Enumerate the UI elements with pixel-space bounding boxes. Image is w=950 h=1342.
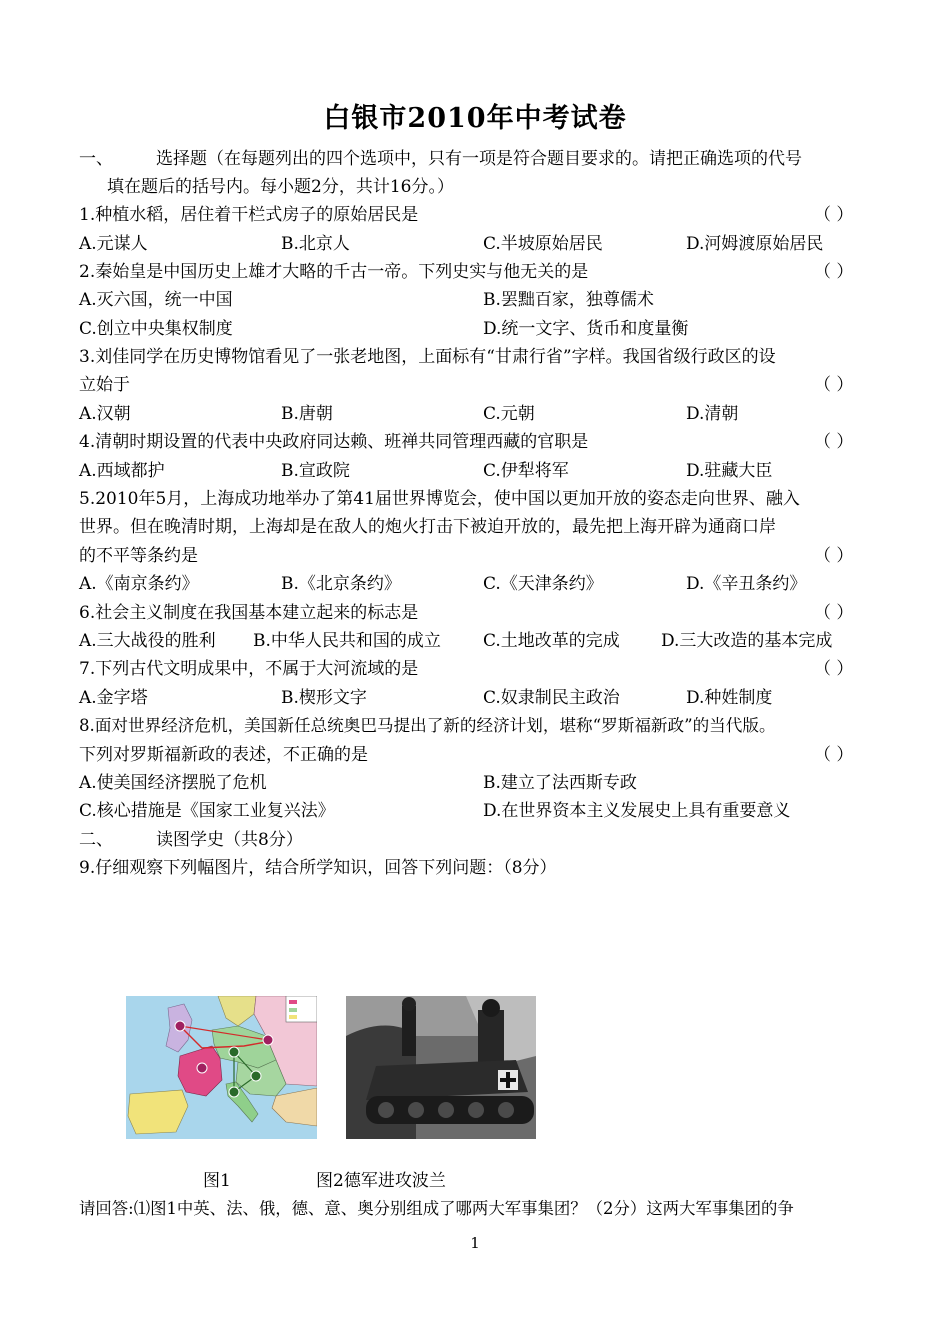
section2-number: 二、 [79,830,113,850]
q8-option-a: A.使美国经济摆脱了危机 [79,773,267,793]
q1-option-c: C.半坡原始居民 [483,234,603,254]
q4-answer-paren: （ ） [814,432,854,452]
q3-option-c: C.元朝 [483,404,535,424]
q1-option-d: D.河姆渡原始居民 [686,234,824,254]
q9-stem: 9.仔细观察下列幅图片，结合所学知识，回答下列问题：（8分） [79,858,557,878]
q3-option-d: D.清朝 [686,404,739,424]
q6-option-d: D.三大改造的基本完成 [661,631,833,651]
q5-option-c: C.《天津条约》 [483,574,603,594]
q5-stem-cont2: 的不平等条约是 [79,546,198,566]
q7-option-a: A.金字塔 [79,688,148,708]
q7-option-d: D.种姓制度 [686,688,773,708]
q2-option-c: C.创立中央集权制度 [79,319,233,339]
exam-title: 白银市2010年中考试卷 [323,103,627,134]
q8-option-c: C.核心措施是《国家工业复兴法》 [79,801,335,821]
figure1-europe-alliance-map [126,996,317,1139]
q5-stem-cont: 世界。但在晚清时期，上海却是在敌人的炮火打击下被迫开放的，最先把上海开辟为通商口岸 [79,517,776,537]
q7-stem: 7.下列古代文明成果中，不属于大河流域的是 [79,659,419,679]
q8-stem-cont: 下列对罗斯福新政的表述，不正确的是 [79,745,368,765]
q4-option-b: B.宣政院 [281,461,350,481]
q6-stem: 6.社会主义制度在我国基本建立起来的标志是 [79,603,419,623]
figure2-caption: 图2德军进攻波兰 [316,1171,446,1191]
q8-answer-paren: （ ） [814,745,854,765]
q3-stem-cont: 立始于 [79,375,130,395]
q3-answer-paren: （ ） [814,375,854,395]
q5-answer-paren: （ ） [814,546,854,566]
q1-option-b: B.北京人 [281,234,350,254]
q8-option-d: D.在世界资本主义发展史上具有重要意义 [483,801,791,821]
photo-graphic [346,996,536,1139]
q6-option-c: C.土地改革的完成 [483,631,620,651]
q1-answer-paren: （ ） [814,205,854,225]
section1-number: 一、 [79,149,113,169]
q5-option-d: D.《辛丑条约》 [686,574,807,594]
q1-option-a: A.元谋人 [79,234,148,254]
section1-heading: 选择题（在每题列出的四个选项中，只有一项是符合题目要求的。请把正确选项的代号 [156,149,802,169]
q7-option-c: C.奴隶制民主政治 [483,688,620,708]
q2-option-a: A.灭六国，统一中国 [79,290,233,310]
q8-stem: 8.面对世界经济危机，美国新任总统奥巴马提出了新的经济计划，堪称“罗斯福新政”的当代版。 [79,716,776,735]
q5-option-a: A.《南京条约》 [79,574,199,594]
q7-answer-paren: （ ） [814,659,854,679]
q6-option-a: A.三大战役的胜利 [79,631,216,651]
section2-heading: 读图学史（共8分） [156,830,303,850]
figure2-german-tanks-photo [346,996,536,1139]
q6-option-b: B.中华人民共和国的成立 [253,631,441,651]
q7-option-b: B.楔形文字 [281,688,367,708]
q1-stem: 1.种植水稻，居住着干栏式房子的原始居民是 [79,205,419,225]
figure1-caption: 图1 [203,1171,231,1191]
q6-answer-paren: （ ） [814,603,854,623]
q2-stem: 2.秦始皇是中国历史上雄才大略的千古一帝。下列史实与他无关的是 [79,262,589,282]
q3-option-b: B.唐朝 [281,404,333,424]
q2-answer-paren: （ ） [814,262,854,282]
q5-stem: 5.2010年5月，上海成功地举办了第41届世界博览会，使中国以更加开放的姿态走向世界、融入 [79,489,800,509]
q4-option-d: D.驻藏大臣 [686,461,773,481]
q8-option-b: B.建立了法西斯专政 [483,773,637,793]
q4-stem: 4.清朝时期设置的代表中央政府同达赖、班禅共同管理西藏的官职是 [79,432,589,452]
q2-option-d: D.统一文字、货币和度量衡 [483,319,689,339]
map-graphic [126,996,317,1139]
q2-option-b: B.罢黜百家，独尊儒术 [483,290,654,310]
q4-option-a: A.西域都护 [79,461,165,481]
section1-heading-cont: 填在题后的括号内。每小题2分，共计16分。） [107,177,454,197]
q4-option-c: C.伊犁将军 [483,461,569,481]
q3-stem: 3.刘佳同学在历史博物馆看见了一张老地图，上面标有“甘肃行省”字样。我国省级行政区的设 [79,347,776,367]
q3-option-a: A.汉朝 [79,404,131,424]
page-number: 1 [470,1234,480,1252]
q9-answer-prompt: 请回答:⑴图1中英、法、俄，德、意、奥分别组成了哪两大军事集团？（2分）这两大军事集团的争 [79,1199,794,1218]
q5-option-b: B.《北京条约》 [281,574,401,594]
